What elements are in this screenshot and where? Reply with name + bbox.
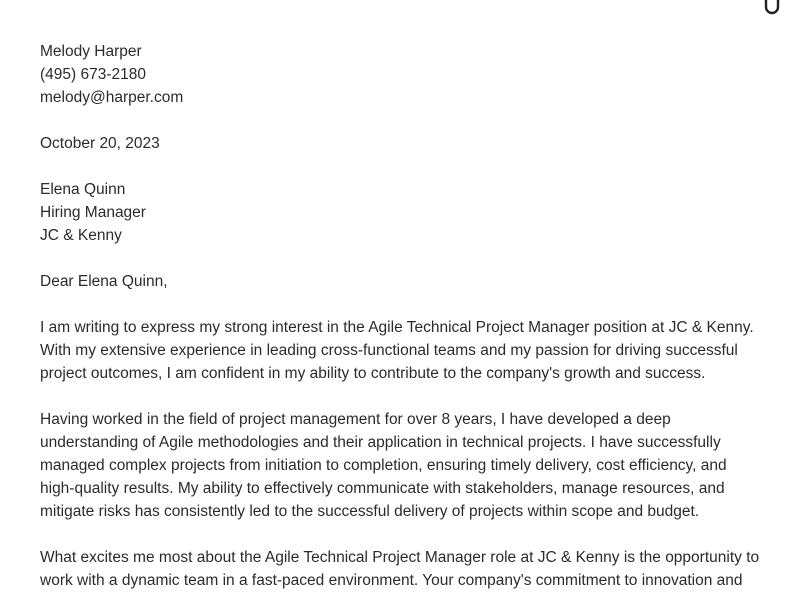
- recipient-company: JC & Kenny: [40, 227, 122, 244]
- salutation: Dear Elena Quinn,: [40, 273, 168, 290]
- paperclip-icon[interactable]: [762, 0, 782, 16]
- sender-block: [40, 40, 770, 109]
- salutation-block: [40, 270, 770, 293]
- letter-date: October 20, 2023: [40, 135, 160, 152]
- paragraph-motivation: What excites me most about the Agile Technical Project Manager role at JC & Kenny is the opportunity to work with a dynamic team in a fast-paced environment. Your company's commitment to innovation and: [40, 549, 760, 589]
- sender-name: Melody Harper: [40, 43, 142, 60]
- paragraph-experience: Having worked in the field of project management for over 8 years, I have developed a deep understanding of Agile methodologies and their application in technical projects. I have successfully managed complex projects from initiation to completion, ensuring timely delivery, cost efficiency, and high-quality results. My ability to effectively communicate with stakeholders, manage resources, and mitigate risks has consistently led to the successful delivery of projects within scope and budget.: [40, 411, 727, 520]
- letter-body: [40, 40, 770, 593]
- recipient-name: Elena Quinn: [40, 181, 126, 198]
- paragraph-intro: I am writing to express my strong interest in the Agile Technical Project Manager position at JC & Kenny. With my extensive experience in leading cross-functional teams and my passion for driving successful project outcomes, I am confident in my ability to contribute to the company's growth and success.: [40, 319, 754, 382]
- date-block: [40, 132, 770, 155]
- recipient-title: Hiring Manager: [40, 204, 146, 221]
- sender-phone: (495) 673-2180: [40, 66, 146, 83]
- recipient-block: [40, 178, 770, 247]
- sender-email: melody@harper.com: [40, 89, 184, 106]
